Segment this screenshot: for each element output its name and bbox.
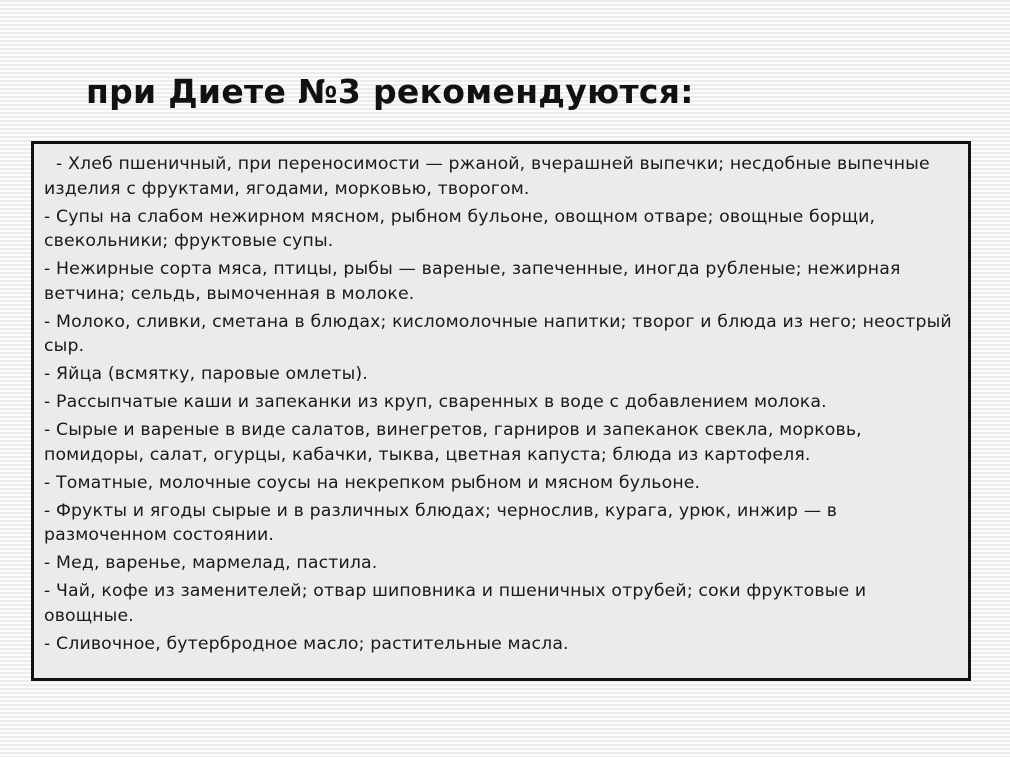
list-item: - Томатные, молочные соусы на некрепком рыбном и мясном бульоне. (44, 472, 701, 493)
recommendations-box (31, 141, 971, 681)
list-item: - Нежирные сорта мяса, птицы, рыбы — вареные, запеченные, иногда рубленые; нежирная ветчина; сельдь, вымоченная в молоке. (44, 259, 901, 304)
list-item: - Рассыпчатые каши и запеканки из круп, сваренных в воде с добавлением молока. (44, 392, 827, 412)
list-item: - Хлеб пшеничный, при переносимости — ржаной, вчерашней выпечки; несдобные выпечные изделия с фруктами, ягодами, морковью, творогом. (44, 154, 930, 199)
list-item: - Яйца (всмятку, паровые омлеты). (44, 364, 368, 384)
list-item: - Мед, варенье, мармелад, пастила. (44, 553, 378, 573)
list-item: - Супы на слабом нежирном мясном, рыбном бульоне, овощном отваре; овощные борщи, свекольники; фруктовые супы. (44, 206, 876, 251)
list-item: - Сырые и вареные в виде салатов, винегретов, гарниров и запеканок свекла, морковь, помидоры, салат, огурцы, кабачки, тыква, цветная капуста; блюда из картофеля. (44, 420, 862, 465)
list-item: - Молоко, сливки, сметана в блюдах; кисломолочные напитки; творог и блюда из него; неострый сыр. (44, 311, 952, 356)
list-item: - Чай, кофе из заменителей; отвар шиповника и пшеничных отрубей; соки фруктовые и овощные. (44, 581, 867, 626)
slide-title: при Диете №3 рекомендуются: (86, 72, 694, 111)
list-item: - Фрукты и ягоды сырые и в различных блюдах; чернослив, курага, урюк, инжир — в размоченном состоянии. (44, 500, 838, 545)
list-item: - Сливочное, бутербродное масло; растительные масла. (44, 633, 569, 654)
